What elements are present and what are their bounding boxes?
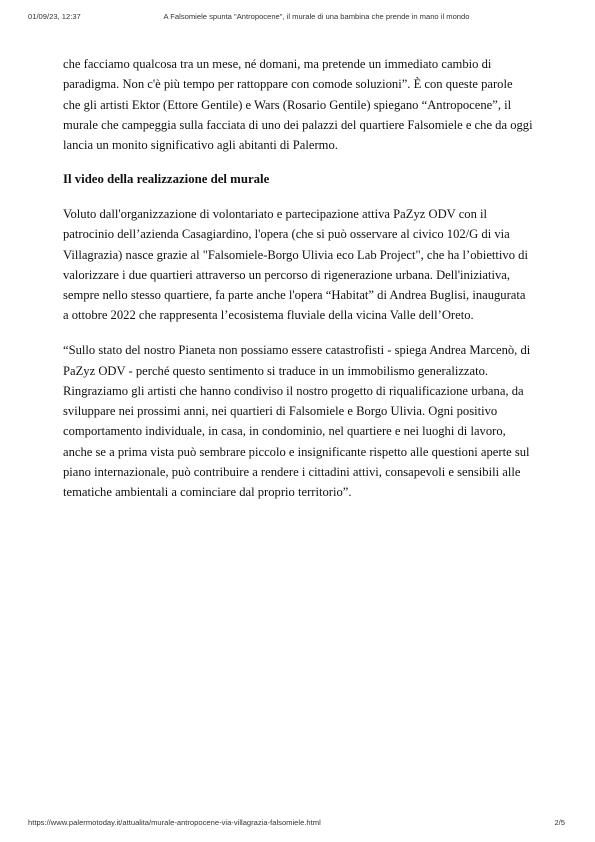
print-datetime: 01/09/23, 12:37 xyxy=(28,12,81,21)
print-header xyxy=(28,11,565,23)
article-body xyxy=(63,54,533,503)
page-number: 2/5 xyxy=(554,818,565,827)
section-heading: Il video della realizzazione del murale xyxy=(63,172,270,187)
page-url: https://www.palermotoday.it/attualita/murale-antropocene-via-villagrazia-falsomiele.html xyxy=(28,818,321,827)
article-paragraph: Voluto dall'organizzazione di volontariato e partecipazione attiva PaZyz ODV con il patrocinio dell’azienda Casagiardino, l'opera (che si può osservare al civico 102/G di via Villagrazia) nasce grazie al "Falsomiele-Borgo Ulivia eco Lab Project", che ha l’obiettivo di valorizzare i due quartieri attraverso un percorso di rigenerazione urbana. Dell'iniziativa, sempre nello stesso quartiere, fa parte anche l'opera “Habitat” di Andrea Buglisi, inaugurata a ottobre 2022 che rappresenta l’ecosistema fluviale della vicina Valle dell’Oreto. xyxy=(63,206,528,323)
article-paragraph: “Sullo stato del nostro Pianeta non possiamo essere catastrofisti - spiega Andrea Marcenò, di PaZyz ODV - perché questo sentimento si traduce in un immobilismo generalizzato. Ringraziamo gli artisti che hanno condiviso il nostro progetto di riqualificazione urbana, da sviluppare nei prossimi anni, nei quartieri di Falsomiele e Borgo Ulivia. Ogni positivo comportamento individuale, in casa, in condominio, nel quartiere e nei luoghi di lavoro, anche se a prima vista può sembrare piccolo e insignificante rispetto alle questioni aperte sul piano internazionale, può contribuire a rendere i cittadini attivi, consapevoli e sensibili alle tematiche ambientali a cominciare dal proprio territorio”. xyxy=(63,343,531,500)
print-footer xyxy=(28,817,565,829)
article-paragraph: che facciamo qualcosa tra un mese, né domani, ma pretende un immediato cambio di paradigma. Non c'è più tempo per rattoppare con comode soluzioni”. È con queste parole che gli artisti Ektor (Ettore Gentile) e Wars (Rosario Gentile) spiegano “Antropocene”, il murale che campeggia sulla facciata di uno dei palazzi del quartiere Falsomiele e che da oggi lancia un monito significativo agli abitanti di Palermo. xyxy=(63,57,533,153)
print-page-title: A Falsomiele spunta "Antropocene", il murale di una bambina che prende in mano il mondo xyxy=(163,12,470,21)
